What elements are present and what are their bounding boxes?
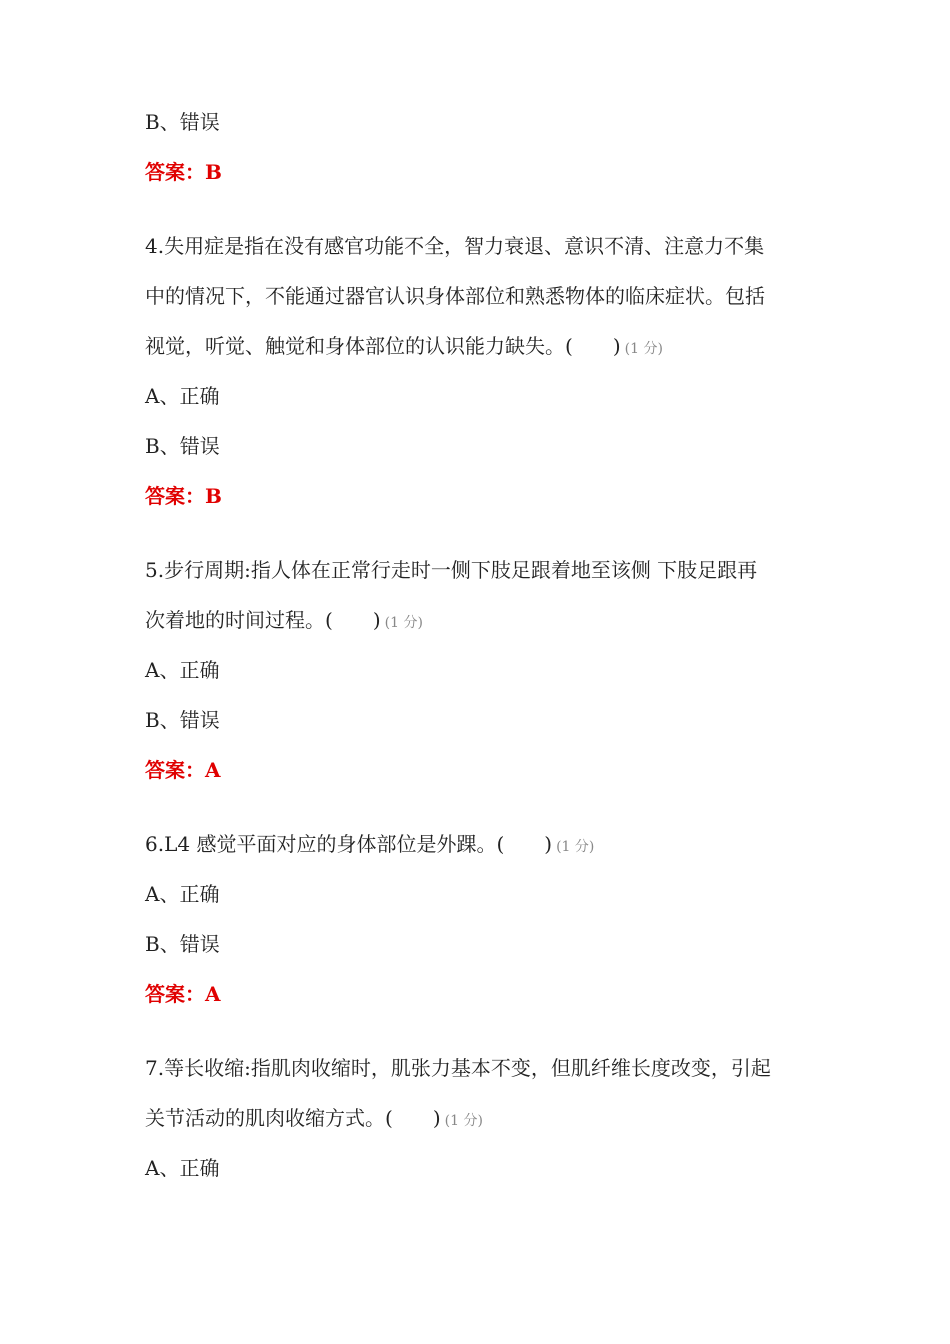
- q7-option-a: A、正确: [145, 1156, 220, 1180]
- q7-score: (1 分): [444, 1113, 483, 1129]
- q7-close-paren: ): [432, 1106, 441, 1130]
- prev-answer: 答案：B: [145, 160, 222, 184]
- q5-close-paren: ): [372, 608, 381, 632]
- q5-score: (1 分): [384, 615, 423, 631]
- q4-answer: 答案：B: [145, 484, 222, 508]
- q4-text-line-2: 中的情况下，不能通过器官认识身体部位和熟悉物体的临床症状。包括: [145, 284, 765, 308]
- q6-option-a: A、正确: [145, 882, 220, 906]
- q5-answer: 答案：A: [145, 758, 221, 782]
- q7-text-line-1: 7.等长收缩:指肌肉收缩时，肌张力基本不变，但肌纤维长度改变，引起: [145, 1056, 771, 1080]
- q6-answer: 答案：A: [145, 982, 221, 1006]
- q5-option-a: A、正确: [145, 658, 220, 682]
- q4-option-b: B、错误: [145, 434, 220, 458]
- q6-score: (1 分): [556, 839, 595, 855]
- q7-text-line-2-body: 关节活动的肌肉收缩方式。(: [145, 1106, 393, 1130]
- q4-text-line-3-body: 视觉，听觉、触觉和身体部位的认识能力缺失。(: [145, 334, 573, 358]
- q6-text-line-1-body: 6.L4 感觉平面对应的身体部位是外踝。(: [145, 832, 505, 856]
- q6-close-paren: ): [544, 832, 553, 856]
- q5-text-line-2: [145, 606, 423, 637]
- prev-option-b: B、错误: [145, 110, 220, 134]
- q5-text-line-1: 5.步行周期:指人体在正常行走时一侧下肢足跟着地至该侧 下肢足跟再: [145, 558, 758, 582]
- q4-score: (1 分): [624, 341, 663, 357]
- q4-text-line-1: 4.失用症是指在没有感官功能不全，智力衰退、意识不清、注意力不集: [145, 234, 765, 258]
- q5-option-b: B、错误: [145, 708, 220, 732]
- q5-text-line-2-body: 次着地的时间过程。(: [145, 608, 333, 632]
- q6-text-line-1: [145, 830, 594, 861]
- q7-text-line-2: [145, 1104, 483, 1135]
- q4-close-paren: ): [612, 334, 621, 358]
- q4-text-line-3: [145, 332, 663, 363]
- q4-option-a: A、正确: [145, 384, 220, 408]
- q6-option-b: B、错误: [145, 932, 220, 956]
